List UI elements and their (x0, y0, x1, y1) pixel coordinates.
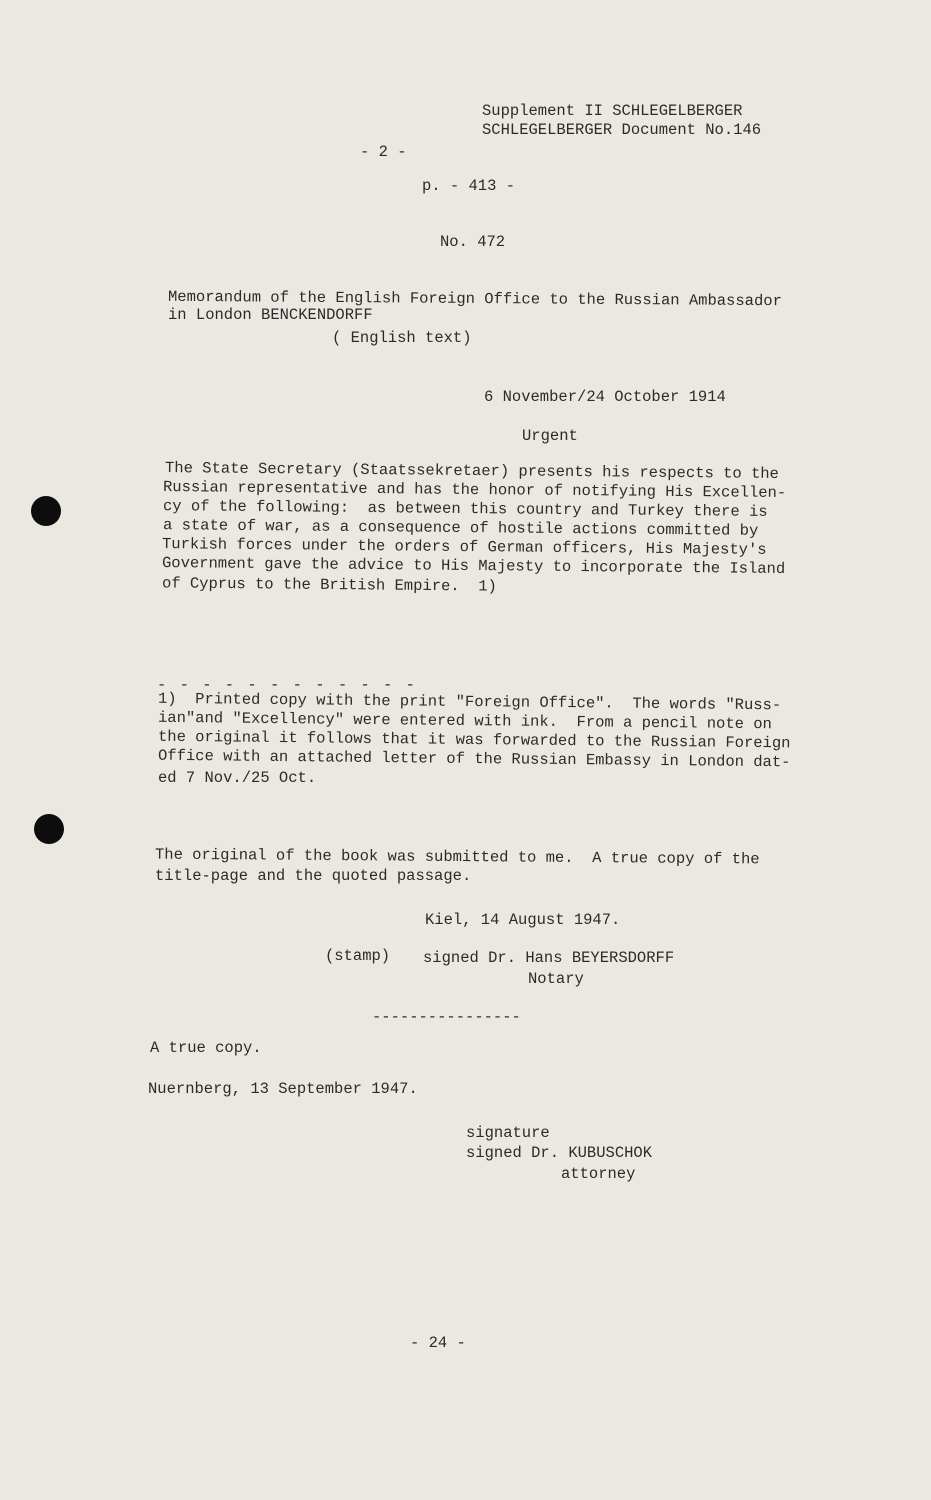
memo-title-line1: Memorandum of the English Foreign Office to the Russian Ambassador (167, 287, 782, 311)
memo-title-line2: in London BENCKENDORFF (168, 306, 373, 324)
body-line: a state of war, as a consequence of hostile actions committed by (162, 516, 759, 540)
date-line: 6 November/24 October 1914 (484, 388, 726, 406)
body-line: Turkish forces under the orders of German officers, His Majesty's (161, 535, 767, 559)
separator-line: ---------------- (372, 1008, 521, 1026)
nuernberg-date: Nuernberg, 13 September 1947. (148, 1080, 418, 1098)
header-document-number: SCHLEGELBERGER Document No.146 (482, 121, 762, 139)
footnote-line: 1) Printed copy with the print "Foreign Office". The words "Russ- (157, 689, 782, 715)
attorney-signature: signed Dr. KUBUSCHOK (466, 1144, 653, 1162)
kiel-date: Kiel, 14 August 1947. (425, 911, 621, 929)
page-mark: - 2 - (360, 143, 407, 161)
footnote-line: ian"and "Excellency" were entered with ink. From a pencil note on (157, 708, 772, 734)
stamp-label: (stamp) (325, 947, 391, 965)
footnote-line: Office with an attached letter of the Russian Embassy in London dat- (157, 746, 791, 772)
attorney-title: attorney (561, 1165, 636, 1183)
body-line: Russian representative and has the honor of notifying His Excellen- (162, 478, 787, 502)
punch-hole-top (31, 496, 61, 526)
memo-title-english-text: ( English text) (332, 329, 472, 347)
certification-line: The original of the book was submitted to me. A true copy of the (154, 845, 760, 869)
header-supplement: Supplement II SCHLEGELBERGER (482, 102, 743, 120)
true-copy-label: A true copy. (150, 1039, 262, 1057)
notary-signature: signed Dr. Hans BEYERSDORFF (423, 949, 675, 967)
body-line: The State Secretary (Staatssekretaer) presents his respects to the (164, 459, 779, 483)
footnote-line: the original it follows that it was forwarded to the Russian Foreign (157, 727, 791, 753)
body-line: cy of the following: as between this country and Turkey there is (162, 497, 768, 521)
certification-line: title-page and the quoted passage. (155, 867, 472, 885)
footer-page-number: - 24 - (410, 1334, 466, 1352)
punch-hole-bottom (34, 814, 64, 844)
body-line: Government gave the advice to His Majesty to incorporate the Island (161, 554, 786, 578)
footnote-rule: - - - - - - - - - - - - (157, 676, 417, 694)
footnote-line: ed 7 Nov./25 Oct. (158, 769, 317, 787)
signature-label: signature (466, 1124, 550, 1142)
body-line: of Cyprus to the British Empire. 1) (161, 574, 497, 596)
urgency-label: Urgent (522, 427, 578, 445)
original-page-ref: p. - 413 - (422, 177, 516, 195)
notary-title: Notary (528, 970, 584, 988)
doc-number: No. 472 (440, 233, 506, 251)
